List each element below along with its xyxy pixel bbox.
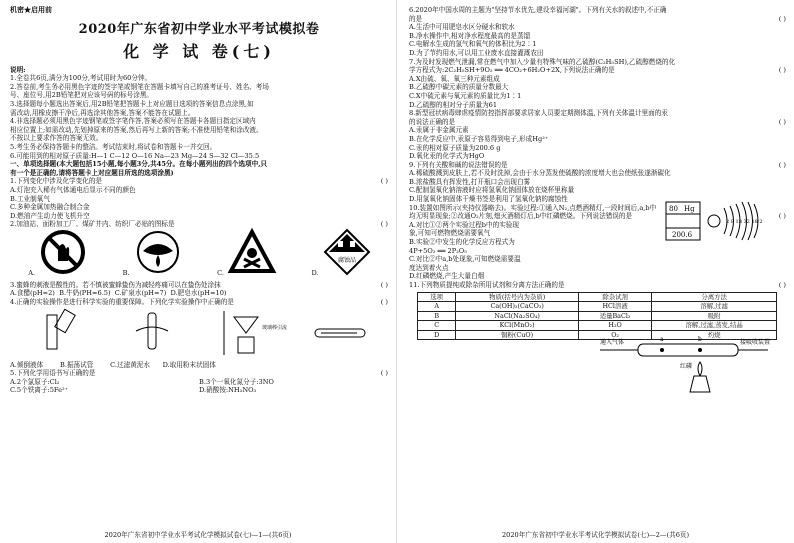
question-9: 9.下列有关酸和碱的说法错误的是 ( ) bbox=[409, 160, 786, 169]
q2-option-b: B. bbox=[123, 229, 181, 279]
q10-option-a: A.对比①②两个实验过程b中的实验现 bbox=[409, 220, 519, 229]
table-row bbox=[418, 302, 777, 312]
q5-options-row2: C.5个铁离子:5Fe²⁺ D.硝酸铵:NH₃NO₃ bbox=[10, 386, 257, 395]
question-4: 4.正确的实验操作是进行科学实验的重要保障。下列化学实验操作中正确的是 ( ) bbox=[10, 298, 388, 307]
q1-option-b: B.工业制氧气 bbox=[10, 194, 50, 203]
q7-option-a: A.X由硫、氧、氧三种元素组成 bbox=[409, 74, 500, 83]
q10-option-d: D.红磷燃烧,产生大量白烟 bbox=[409, 272, 485, 281]
question-1: 1.下列变化中涉及化学变化的是 ( ) bbox=[10, 177, 388, 186]
q1-option-c: C.多种金属加热融合制合金 bbox=[10, 203, 90, 212]
q10-option-c-cont: 度达到着火点 bbox=[409, 263, 449, 272]
table-cell: 吸附 bbox=[652, 311, 777, 321]
table-cell: 溶解,过滤 bbox=[652, 302, 777, 312]
q9-option-b: B.浓盐酸具有挥发性,打开瓶口会出现白雾 bbox=[409, 177, 531, 186]
table-cell: H₂O bbox=[578, 321, 651, 331]
table-header-row bbox=[418, 292, 777, 302]
q9-option-d: D.用氢氧化钠固体干燥书签是利用了氢氧化钠的腐蚀性 bbox=[409, 195, 568, 204]
q6-option-a: A.生活中可用肥皂水区分硬水和软水 bbox=[409, 23, 515, 32]
section-heading: 一、单项选择题(本大题包括15小题,每小题3分,共45分。在每小题列出的四个选项中,只 bbox=[10, 160, 268, 169]
hg-atomic-number: 80 bbox=[669, 205, 678, 213]
q8-option-a: A.汞属于非金属元素 bbox=[409, 126, 469, 135]
q2-option-a: A. bbox=[28, 229, 86, 279]
table-cell: 适量BaCl₂ bbox=[578, 311, 651, 321]
table-header: 物质(括号内为杂质) bbox=[456, 292, 579, 302]
hg-mass: 200.6 bbox=[672, 231, 693, 239]
section-heading-cont: 有一个是正确的,请将答题卡上对应题目所选的选项涂黑) bbox=[10, 168, 174, 177]
q9-option-c: C.配制氢氧化钠溶液时应将氢氧化钠固体放在烧杯里称量 bbox=[409, 186, 575, 195]
table-header: 分离方法 bbox=[652, 292, 777, 302]
q8-option-c: C.汞的相对原子质量为200.6 g bbox=[409, 143, 501, 152]
table-cell: 灼烧 bbox=[652, 330, 777, 340]
note-line: 6.可能用到的相对原子质量:H—1 C—12 O—16 Na—23 Mg—24 S—32 Cl—35.5 bbox=[10, 151, 260, 160]
q4-options: A.倾倒液体 B.振荡试管 C.过滤黄泥水 D.取用粉末状固体 bbox=[10, 360, 216, 369]
question-7: 7.为及时发现燃气泄漏,常在燃气中加入少量有特殊气味的乙硫醇(C₂H₅SH),乙硫醇燃烧的化 bbox=[409, 57, 676, 66]
outlet-label: 接吸收装置 bbox=[740, 339, 771, 346]
q2-option-c: C. bbox=[217, 229, 275, 279]
q7-option-b: B.乙硫醇中碳元素的质量分数最大 bbox=[409, 83, 509, 92]
q7-option-d: D.乙硫醇的相对分子质量为61 bbox=[409, 100, 498, 109]
q4-figures bbox=[10, 309, 388, 359]
q5-options-row1: A.2个氯原子:Cl₂ B.3个一氧化氮分子:3NO bbox=[10, 377, 274, 386]
question-6: 6.2020年中国水周的主题为"坚持节水优先,建设幸福河湖"。下列有关水的叙述中,不正确 bbox=[409, 6, 667, 14]
q1-option-d: D.燃油产生动力使飞机升空 bbox=[10, 211, 90, 220]
q10-option-b-eq: 4P+5O₂ ══ 2P₂O₅ bbox=[409, 246, 467, 255]
filter-figure bbox=[216, 309, 288, 357]
q8-option-b: B.在化学反应中,汞原子容易得到电子,形成Hg²⁺ bbox=[409, 134, 549, 143]
table-cell: 铜粉(CuO) bbox=[456, 330, 579, 340]
note-line: 1.全卷共6页,满分为100分,考试用时为60分钟。 bbox=[10, 74, 152, 83]
question-7-equation: 学方程式为:2C₂H₅SH+9O₂ ══ 4CO₂+6H₂O+2X,下列说法正确的是 ( ) bbox=[409, 66, 786, 75]
note-line: 需改动,用橡皮擦干净后,再选涂其他答案,答案不能答在试题上。 bbox=[10, 108, 195, 117]
q1-option-a: A.灯泡充入稀有气体通电后显示不同的颜色 bbox=[10, 185, 136, 194]
question-6-cont: 的是 ( ) bbox=[409, 14, 786, 23]
question-3: 3.蜜蜂的刺液是酸性的。若不慎被蜜蜂蛰伤为减轻疼痛可以在蛰伤处涂抹 ( ) bbox=[10, 280, 388, 289]
note-line: 2.答卷前,考生务必用黑色字迹的签字笔或钢笔在答题卡填写自己的准考证号、姓名、考场 bbox=[10, 82, 269, 91]
table-row bbox=[418, 311, 777, 321]
q10-option-b: B.实验②中发生的化学反应方程式为 bbox=[409, 238, 515, 247]
exam-title: 2020年广东省初中学业水平考试模拟卷 bbox=[78, 21, 320, 37]
no-fire-icon bbox=[40, 229, 86, 275]
q3-options: A.食醋(pH≈2) B.牛奶(PH≈6.5) C.矿泉水(pH≈7) D.肥皂水(pH≈10) bbox=[10, 289, 227, 298]
exam-subtitle: 化 学 试 卷(七) bbox=[123, 41, 275, 61]
pour-liquid-figure bbox=[27, 309, 87, 357]
question-10: 10.装置如图所示(夹持仪器略去)。实验过程:①通入N₂,点燃酒精灯,一段时间后,a,b中 bbox=[409, 203, 657, 212]
shake-tube-figure bbox=[122, 309, 182, 357]
table-header: 除杂试剂 bbox=[578, 292, 651, 302]
table-row bbox=[418, 321, 777, 331]
corrosive-icon bbox=[324, 229, 370, 275]
q6-option-c: C.电解水生成的氢气和氧气的体积比为2∶1 bbox=[409, 40, 537, 49]
note-line: 号、座位号,用2B铅笔把对应该号码的标号涂黑。 bbox=[10, 91, 154, 100]
toxic-warning-icon bbox=[229, 229, 275, 275]
table-cell: D bbox=[418, 330, 456, 340]
note-line: 5.考生务必保持答题卡的整洁。考试结束时,将试卷和答题卡一并交回。 bbox=[10, 142, 217, 151]
table-cell: C bbox=[418, 321, 456, 331]
note-line: 不按以上要求作答的答案无效。 bbox=[10, 134, 103, 143]
q8-option-d: D.氧化汞的化学式为HgO bbox=[409, 152, 485, 161]
table-cell: O₂ bbox=[578, 330, 651, 340]
powder-solid-figure bbox=[311, 309, 371, 357]
table-cell: 溶解,过滤,蒸发,结晶 bbox=[652, 321, 777, 331]
q2-option-d: D. 腐蚀品 bbox=[312, 229, 370, 279]
table-header: 选项 bbox=[418, 292, 456, 302]
table-cell: HCl溶液 bbox=[578, 302, 651, 312]
hg-shells: 2 8 18 32 18 2 bbox=[726, 219, 763, 225]
question-10-cont: 均无明显现象;②改通O₂片刻,熄灭酒精灯后,b中红磷燃烧。下列说法错误的是 ( ) bbox=[409, 212, 786, 221]
note-line: 3.选择题每小题选出答案后,用2B铅笔把答题卡上对应题目选项的答案信息点涂黑,如 bbox=[10, 99, 254, 108]
combustion-apparatus-figure bbox=[598, 332, 788, 404]
water-saving-icon bbox=[135, 229, 181, 275]
table-cell: NaCl(Na₂SO₄) bbox=[456, 311, 579, 321]
apparatus-label-b: b bbox=[698, 336, 702, 343]
glass-rod-note: 玻璃棒引流 bbox=[262, 324, 288, 331]
table-cell: Ca(OH)₂(CaCO₃) bbox=[456, 302, 579, 312]
right-footer: 2020年广东省初中学业水平考试化学模拟试卷(七)—2—(共6页) bbox=[501, 531, 690, 539]
note-line: 相应位置上;如需改动,先划掉原来的答案,然后再写上新的答案;不准使用铅笔和涂改液。 bbox=[10, 125, 263, 134]
table-cell: B bbox=[418, 311, 456, 321]
table-cell: A bbox=[418, 302, 456, 312]
left-footer: 2020年广东省初中学业水平考试化学模拟试卷(七)—1—(共6页) bbox=[104, 531, 292, 539]
q9-option-a: A.稀硫酸溅到皮肤上,若不及时洗掉,会由于水分蒸发使硫酸的浓度增大也会使纸张遂渐碳化 bbox=[409, 169, 671, 178]
q2-icon-row bbox=[10, 231, 388, 279]
q10-option-a-cont: 象,可知可燃物燃烧需要氧气 bbox=[409, 229, 491, 238]
question-2: 2.加油站、面粉加工厂、煤矿井内、纺织厂必贴的图标是 ( ) bbox=[10, 220, 388, 229]
q6-option-d: D.为了节约用水,可以用工业废水直接灌溉农田 bbox=[409, 48, 544, 57]
note-line: 4.非选择题必须用黑色字迹钢笔或签字笔作答,答案必须写在答题卡各题目指定区域内 bbox=[10, 117, 256, 126]
inlet-label: 通入气体 bbox=[600, 339, 625, 346]
secret-label: 机密★启用前 bbox=[10, 5, 52, 14]
corrosive-label: 腐蚀品 bbox=[337, 256, 356, 264]
q7-option-c: C.X中硫元素与氧元素的质量比为1∶1 bbox=[409, 91, 522, 100]
right-page bbox=[397, 0, 794, 543]
question-11: 11.下列物质提纯或除杂所用试剂和分离方法正确的是 ( ) bbox=[409, 281, 786, 289]
question-5: 5.下列化学用语书写正确的是 ( ) bbox=[10, 369, 388, 378]
table-cell: KCl(MnO₂) bbox=[456, 321, 579, 331]
hg-symbol: Hg bbox=[684, 205, 695, 213]
mercury-element-figure bbox=[664, 200, 784, 244]
question-8-cont: 的说法正确的是 ( ) bbox=[409, 117, 786, 126]
notes-heading: 说明: bbox=[10, 65, 26, 74]
red-phosphorus-label: 红磷 bbox=[680, 363, 693, 370]
q10-option-c: C.对比②中a,b处现象,可知燃烧需要温 bbox=[409, 255, 521, 264]
question-8: 8.新型冠状病毒肆虐疫情防控指挥部要求居家人员要定期测体温,下列有关体温计里面的汞 bbox=[409, 109, 668, 118]
q6-option-b: B.净水操作中,相对净水程度最高的是蒸馏 bbox=[409, 31, 531, 40]
apparatus-label-a: a bbox=[660, 336, 664, 343]
